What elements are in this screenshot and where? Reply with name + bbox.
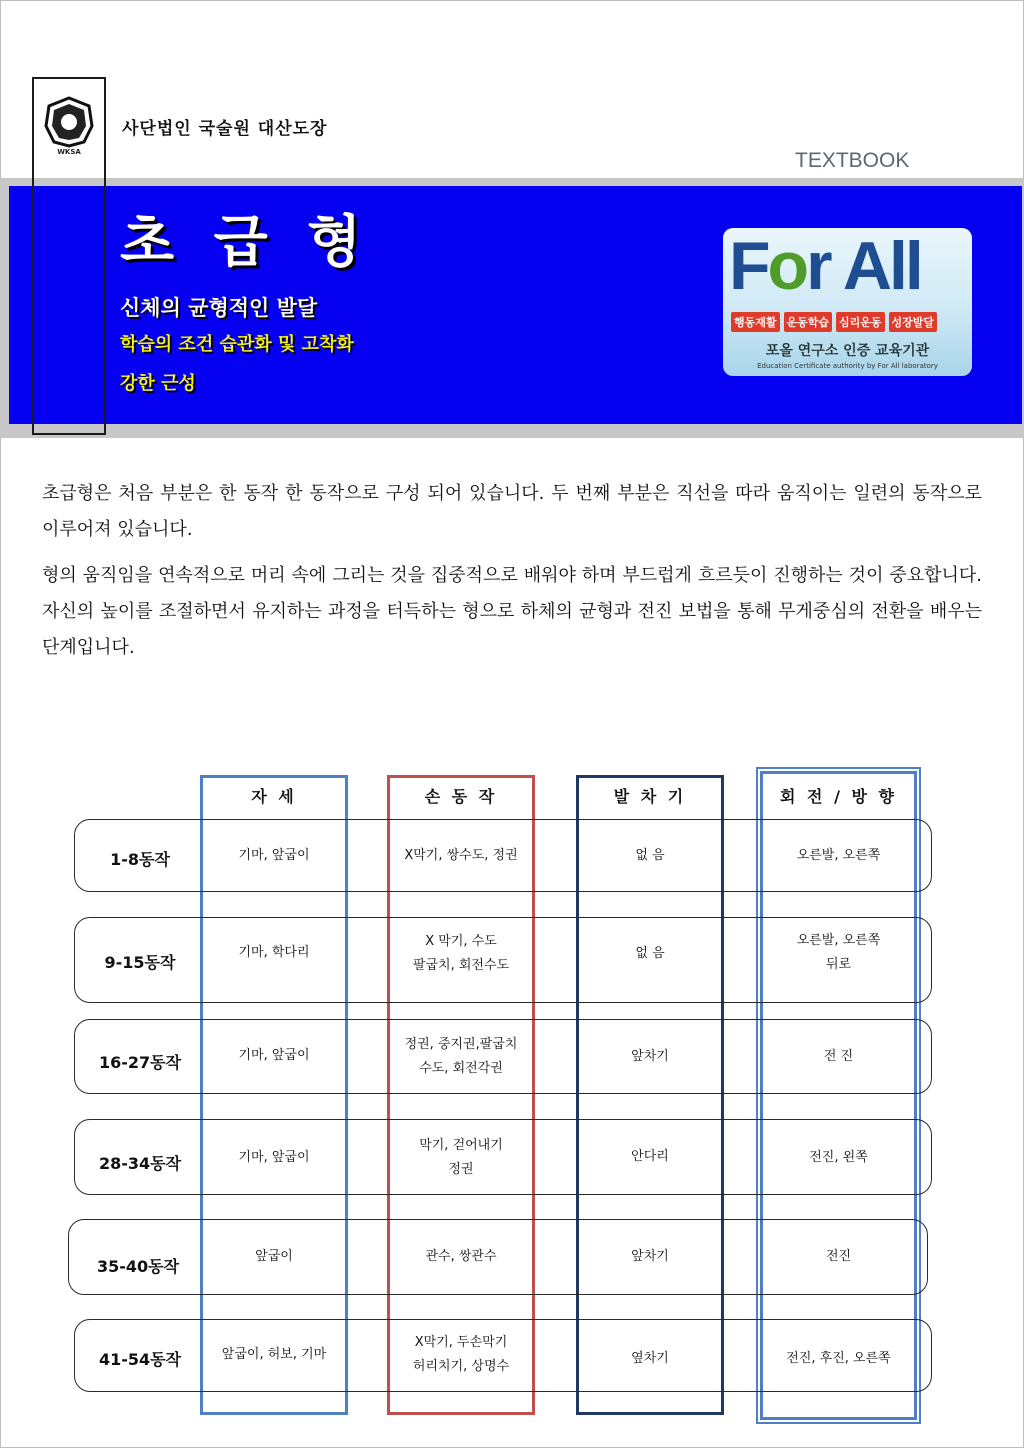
row-label: 16-27동작 [98,1053,182,1072]
tag-psychomotor: 심리운동 [836,312,885,332]
cell-direction: 전 진 [823,1049,854,1064]
form-title: 초 급 형 [120,210,372,275]
header-kick: 발 차 기 [613,787,687,806]
row-label: 28-34동작 [98,1154,182,1173]
cell-posture: 기마, 앞굽이 [238,848,310,863]
cell-posture: 기마, 앞굽이 [238,1150,310,1165]
svg-text:WKSA: WKSA [57,148,81,156]
row-label: 41-54동작 [98,1350,182,1369]
cell-hand: 수도, 회전각권 [419,1061,503,1076]
cell-hand: 허리치기, 상명수 [412,1359,510,1374]
subtitle-balance: 신체의 균형적인 발달 [120,296,318,320]
tag-behavior-rehab: 행동재활 [731,312,780,332]
cell-hand: 막기, 걷어내기 [419,1138,503,1153]
row-label: 35-40동작 [96,1257,180,1276]
cell-direction: 전진, 후진, 오른쪽 [786,1351,891,1366]
subtitle-learning: 학습의 조건 습관화 및 고착화 [120,334,354,355]
cell-hand: X막기, 두손막기 [414,1335,508,1350]
cell-direction: 뒤로 [825,957,852,972]
for-all-logo: For All [729,228,921,304]
row-label: 9-15동작 [104,953,176,972]
cell-kick: 앞차기 [631,1049,669,1064]
cell-posture: 앞굽이 [255,1249,293,1264]
cell-kick: 옆차기 [631,1351,669,1366]
cell-direction: 전진, 왼쪽 [809,1150,868,1165]
cell-posture: 앞굽이, 허보, 기마 [221,1347,327,1362]
cell-kick: 없 음 [635,848,665,863]
tag-growth: 성장발달 [889,312,938,332]
intro-paragraph-2: 형의 움직임을 연속적으로 머리 속에 그리는 것을 집중적으로 배워야 하며 부드럽게 흐르듯이 진행하는 것이 중요합니다. 자신의 높이를 조절하면서 유지하는 과정을 터득하는 형으로 하체의 균형과 전진 보법을 통해 무게중심의 전환을 배우는 단계입니다. [42,565,982,658]
cell-hand: X막기, 쌍수도, 정권 [404,848,518,863]
header-hand: 손 동 작 [424,787,498,806]
cell-direction: 전진 [825,1249,852,1264]
organization-name: 사단법인 국술원 대산도장 [122,119,328,139]
subtitle-grit: 강한 근성 [120,373,196,394]
cell-direction: 오른발, 오른쪽 [796,848,881,863]
cell-kick: 없 음 [635,946,665,961]
cell-direction: 오른발, 오른쪽 [796,933,881,948]
cell-kick: 안다리 [631,1149,669,1164]
header-direction: 회 전 / 방 향 [780,787,897,806]
header-posture: 자 세 [251,787,297,806]
tag-motor-learning: 운동학습 [784,312,833,332]
for-all-badge [723,228,972,376]
textbook-label: TEXTBOOK [795,149,910,172]
cell-hand: X 막기, 수도 [425,934,497,949]
cell-posture: 기마, 학다리 [238,945,310,960]
for-all-institution: 포올 연구소 인증 교육기관 [765,343,930,359]
cell-hand: 팔굽치, 회전수도 [412,958,510,973]
for-all-tags [731,312,937,332]
cell-hand: 정권, 중지권,팔굽치 [404,1037,518,1052]
for-all-english: Education Certificate authority by For All laboratory [757,362,938,370]
cell-hand: 관수, 쌍관수 [425,1249,497,1264]
cell-kick: 앞차기 [631,1249,669,1264]
row-label: 1-8동작 [110,850,170,869]
cell-posture: 기마, 앞굽이 [238,1048,310,1063]
logo-outline-box [32,77,106,435]
cell-hand: 정권 [448,1162,474,1177]
intro-paragraph-1: 초급형은 처음 부분은 한 동작 한 동작으로 구성 되어 있습니다. 두 번째 부분은 직선을 따라 움직이는 일련의 동작으로 이루어져 있습니다. [42,483,982,540]
